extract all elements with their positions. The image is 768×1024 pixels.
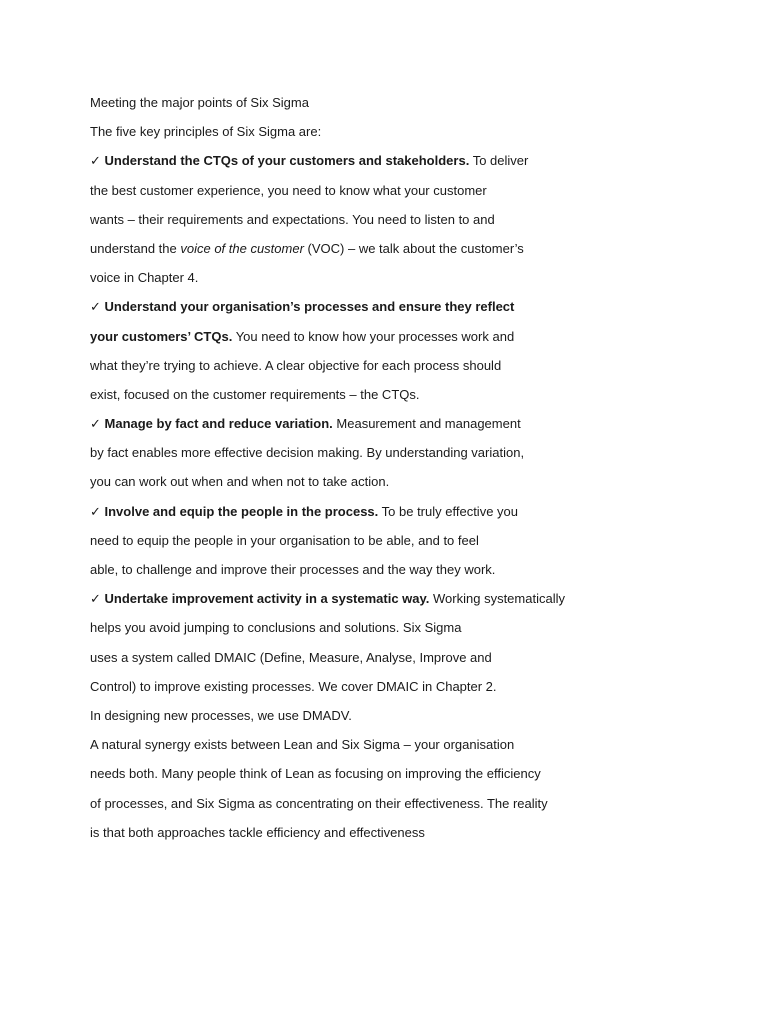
text-line [90, 292, 710, 321]
text-run: need to equip the people in your organisation to be able, and to feel [90, 532, 479, 548]
text-run: is that both approaches tackle efficiency and effectiveness [90, 824, 425, 840]
text-run: (VOC) – we talk about the customer’s [303, 240, 524, 256]
text-line [90, 584, 710, 613]
text-run: able, to challenge and improve their processes and the way they work. [90, 562, 496, 577]
text-line [90, 263, 710, 292]
text-line [90, 730, 710, 759]
text-run: by fact enables more effective decision making. By understanding variation, [90, 445, 525, 461]
text-run: needs both. Many people think of Lean as focusing on improving the efficiency [90, 766, 541, 782]
text-run: of processes, and Six Sigma as concentrating on their effectiveness. The reality [90, 795, 548, 811]
text-run: you can work out when and when not to take action. [90, 474, 390, 490]
text-line [90, 88, 710, 117]
text-line [90, 176, 710, 205]
text-run: understand the [90, 240, 181, 256]
bold-text-run: ✓ Understand your organisation’s processes and ensure they reflect [90, 299, 515, 315]
text-line [90, 205, 710, 234]
document-body [90, 88, 710, 847]
text-line [90, 526, 710, 555]
text-run: In designing new processes, we use DMADV. [90, 707, 352, 723]
text-run: the best customer experience, you need to know what your customer [90, 182, 487, 198]
text-run: Meeting the major points of Six Sigma [90, 95, 309, 110]
text-run: uses a system called DMAIC (Define, Measure, Analyse, Improve and [90, 649, 492, 665]
bold-text-run: ✓ Understand the CTQs of your customers and stakeholders. [90, 153, 470, 169]
text-run: helps you avoid jumping to conclusions and solutions. Six Sigma [90, 620, 462, 636]
bold-text-run: ✓ Involve and equip the people in the process. [90, 503, 379, 519]
text-run: The five key principles of Six Sigma are: [90, 124, 322, 140]
text-line [90, 613, 710, 642]
italic-text-run: voice of the customer [180, 240, 304, 256]
bold-text-run: ✓ Manage by fact and reduce variation. [90, 416, 333, 432]
text-run: exist, focused on the customer requirements – the CTQs. [90, 386, 420, 402]
text-run: what they’re trying to achieve. A clear objective for each process should [90, 357, 502, 373]
text-line [90, 117, 710, 146]
text-line [90, 497, 710, 526]
text-run: voice in Chapter 4. [90, 270, 199, 286]
text-line [90, 351, 710, 380]
text-line [90, 701, 710, 730]
text-run: Control) to improve existing processes. We cover DMAIC in Chapter 2. [90, 678, 497, 694]
text-line [90, 409, 710, 438]
text-run: wants – their requirements and expectations. You need to listen to and [90, 211, 495, 227]
bold-text-run: your customers’ CTQs. [90, 328, 233, 344]
text-run: To deliver [469, 153, 529, 169]
text-run: Measurement and management [332, 416, 521, 432]
text-run: Working systematically [429, 591, 565, 607]
text-run: You need to know how your processes work and [232, 328, 515, 344]
text-line [90, 467, 710, 496]
text-line [90, 380, 710, 409]
text-run: To be truly effective you [378, 503, 518, 519]
text-line [90, 818, 710, 847]
text-line [90, 438, 710, 467]
text-line [90, 643, 710, 672]
text-line [90, 146, 710, 175]
bold-text-run: ✓ Undertake improvement activity in a systematic way. [90, 591, 430, 607]
text-line [90, 322, 710, 351]
text-run: A natural synergy exists between Lean and Six Sigma – your organisation [90, 737, 515, 753]
text-line [90, 555, 710, 584]
text-line [90, 789, 710, 818]
text-line [90, 672, 710, 701]
text-line [90, 759, 710, 788]
text-line [90, 234, 710, 263]
